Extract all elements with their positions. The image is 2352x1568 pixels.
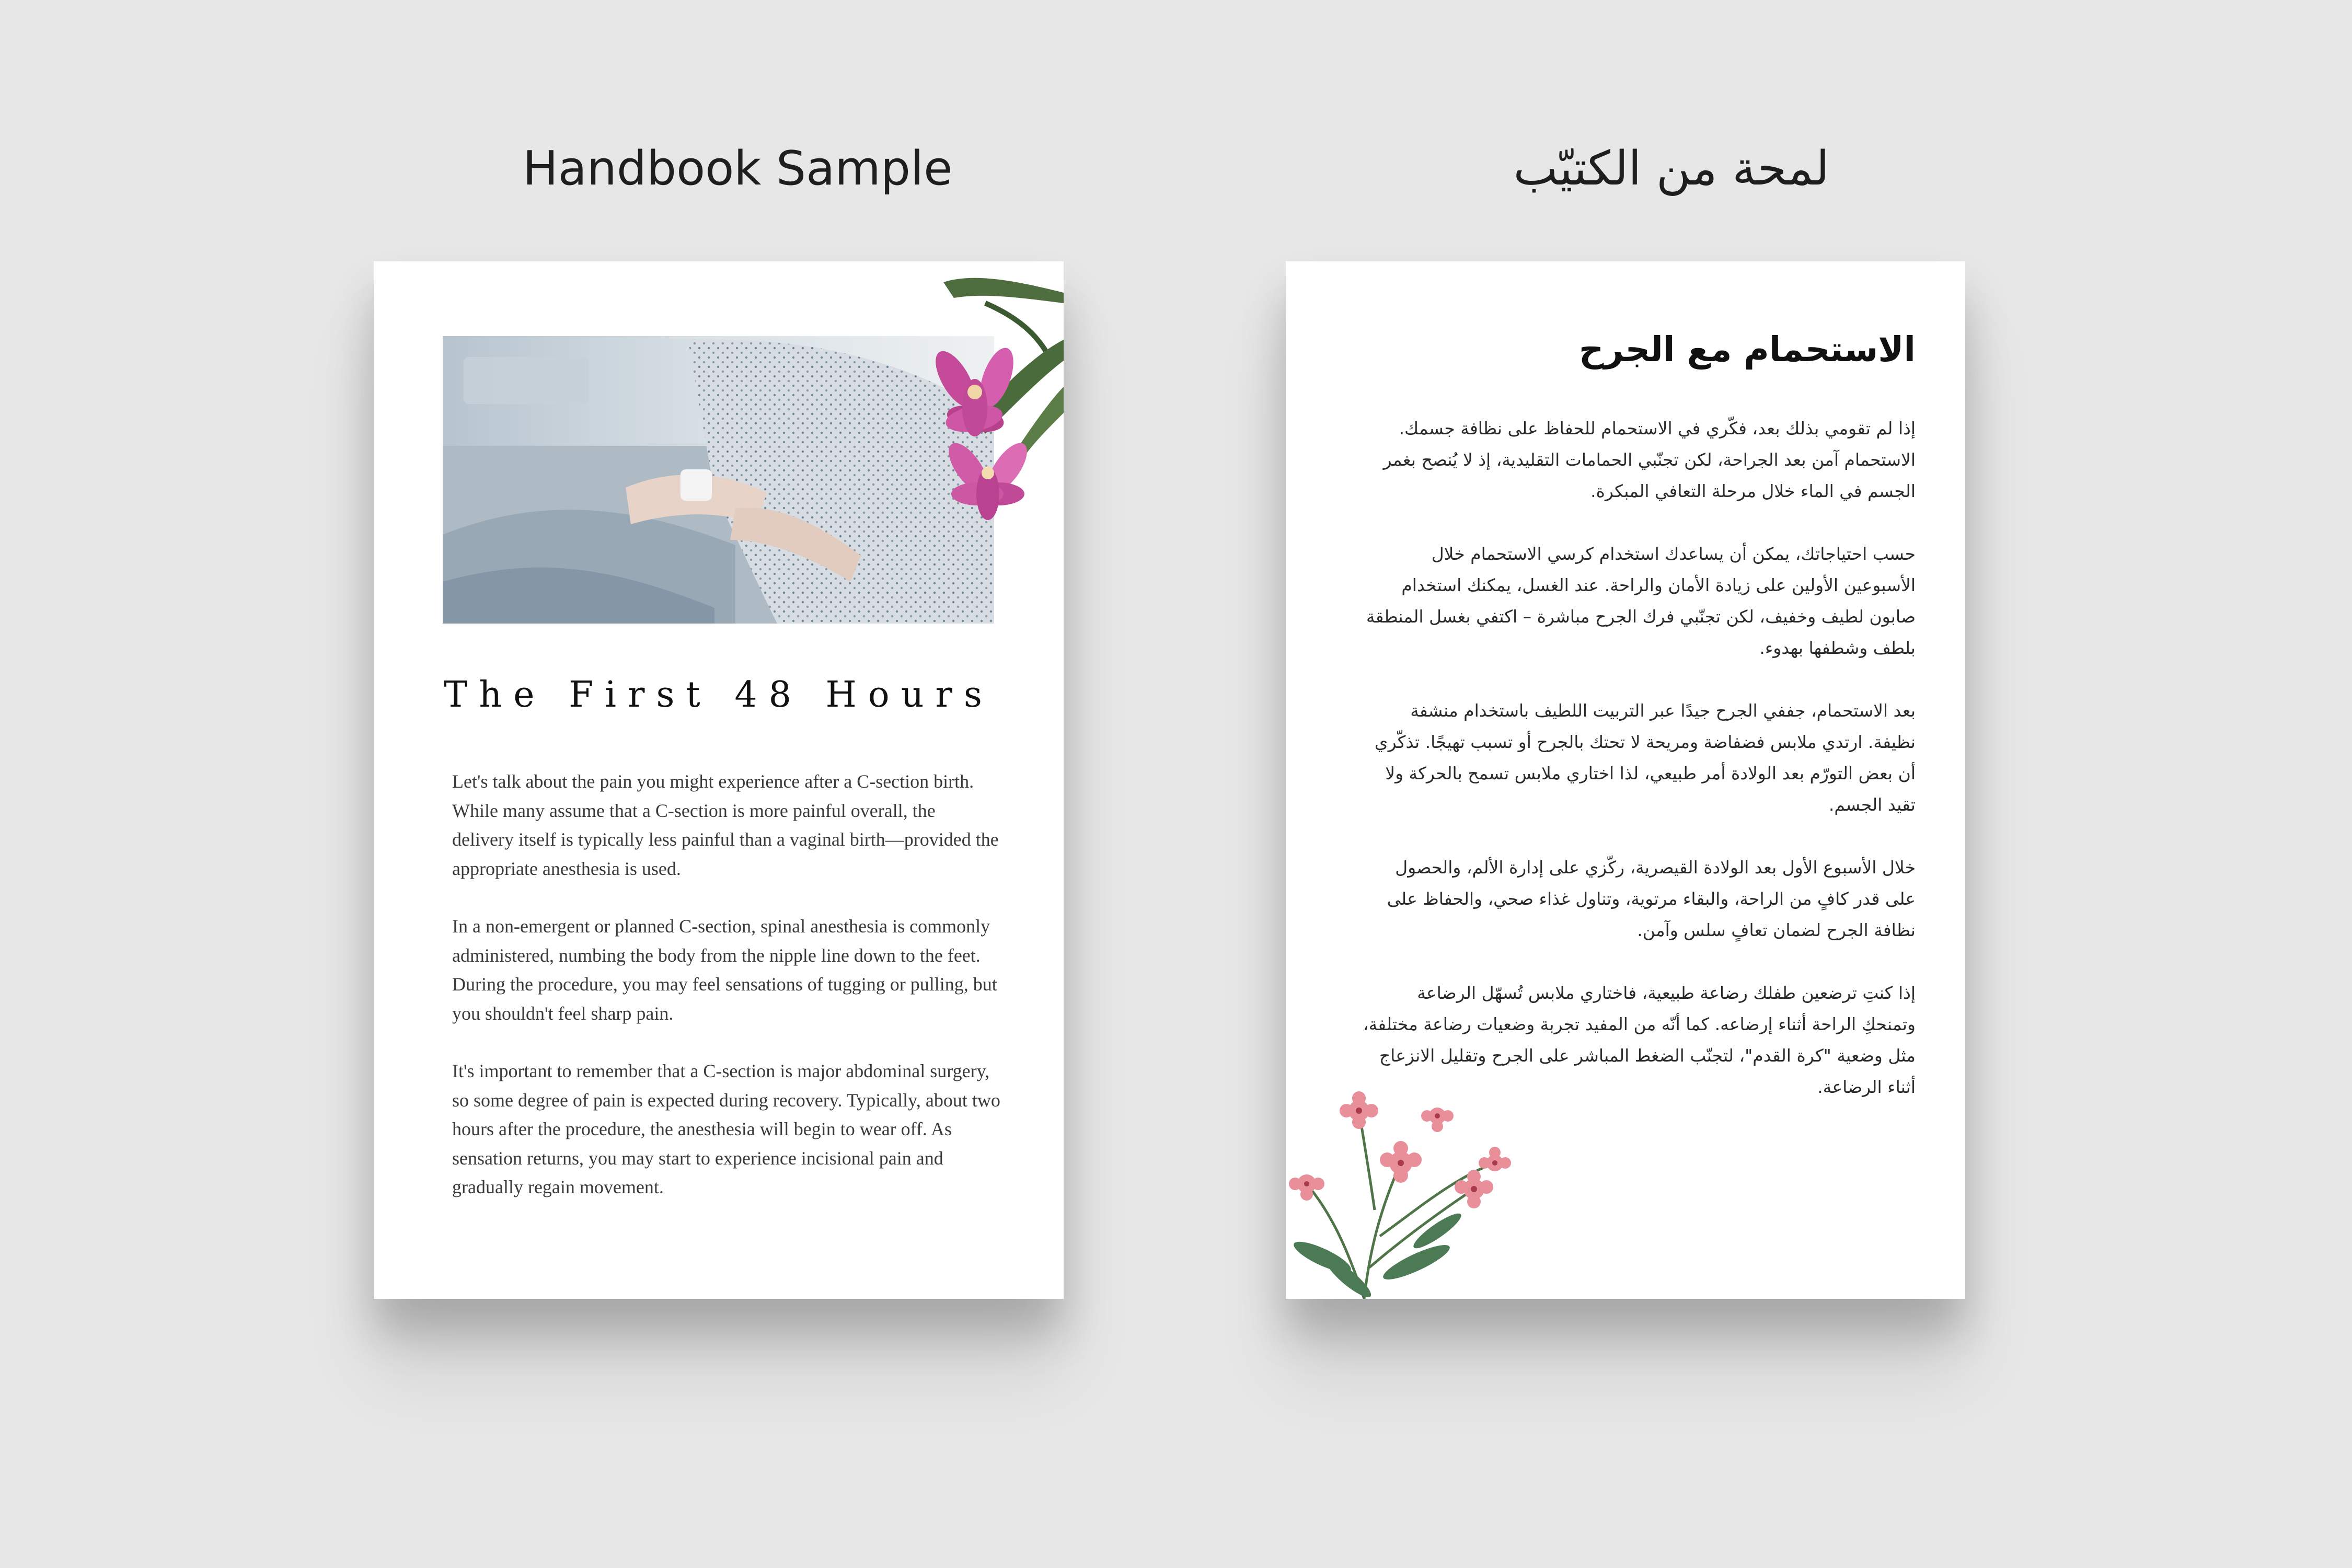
paragraph: In a non-emergent or planned C-section, spinal anesthesia is commonly administered, numbing the body from the nipple line down to the feet. During the procedure, you may feel sensations of tugging or pulling, but you shouldn't feel sharp pain.: [452, 916, 997, 1024]
pink-wildflower-icon: [1286, 1079, 1526, 1299]
paragraph: إذا كنتِ ترضعين طفلك رضاعة طبيعية، فاختاري ملابس تُسهّل الرضاعة وتمنحكِ الراحة أثناء إرضاعه. كما أنّه من المفيد تجربة وضعيات رضاعة مختلفة، مثل وضعية "كرة القدم"، لتجنّب الضغط المباشر على الجرح وتقليل الانزعاج أثناء الرضاعة.: [1363, 983, 1916, 1097]
paragraph: It's important to remember that a C-section is major abdominal surgery, so some degree of pain is expected during recovery. Typically, about two hours after the procedure, the anesthesia will begin to wear off. As sensation returns, you may start to experience incisional pain and gradually regain movement.: [452, 1060, 1000, 1197]
paragraph: بعد الاستحمام، جففي الجرح جيدًا عبر التربيت اللطيف باستخدام منشفة نظيفة. ارتدي ملابس فضفاضة ومريحة لا تحتك بالجرح أو تسبب تهيجًا. تذكّري أن بعض التورّم بعد الولادة أمر طبيعي، لذا اختاري ملابس تسمح بالحركة ولا تقيد الجسم.: [1374, 700, 1916, 815]
paragraph: خلال الأسبوع الأول بعد الولادة القيصرية، ركّزي على إدارة الألم، والحصول على قدر كافٍ من الراحة، والبقاء مرتوية، وتناول غذاء صحي، والحفاظ على نظافة الجرح لضمان تعافٍ سلس وآمن.: [1387, 857, 1916, 940]
arabic-handbook-page: [1286, 261, 1965, 1299]
pink-lily-icon: [896, 261, 1064, 533]
page-title: الاستحمام مع الجرح: [1578, 329, 1916, 370]
arabic-section-heading: لمحة من الكتيّب: [1513, 141, 1829, 196]
page-title: The First 48 Hours: [444, 674, 994, 716]
english-section-heading: Handbook Sample: [523, 141, 953, 196]
english-handbook-page: [374, 261, 1064, 1299]
paragraph: Let's talk about the pain you might experience after a C-section birth. While many assume that a C-section is more painful overall, the delivery itself is typically less painful than a vaginal birth—provided the appropriate anesthesia is used.: [452, 771, 999, 879]
paragraph: حسب احتياجاتك، يمكن أن يساعدك استخدام كرسي الاستحمام خلال الأسبوعين الأولين على زيادة الأمان والراحة. عند الغسل، يمكنك استخدام صابون لطيف وخفيف، لكن تجنّبي فرك الجرح مباشرة – اكتفي بغسل المنطقة بلطف وشطفها بهدوء.: [1366, 544, 1916, 658]
paragraph: إذا لم تقومي بذلك بعد، فكّري في الاستحمام للحفاظ على نظافة جسمك. الاستحمام آمن بعد الجراحة، لكن تجنّبي الحمامات التقليدية، إذ لا يُنصح بغمر الجسم في الماء خلال مرحلة التعافي المبكرة.: [1383, 418, 1916, 501]
